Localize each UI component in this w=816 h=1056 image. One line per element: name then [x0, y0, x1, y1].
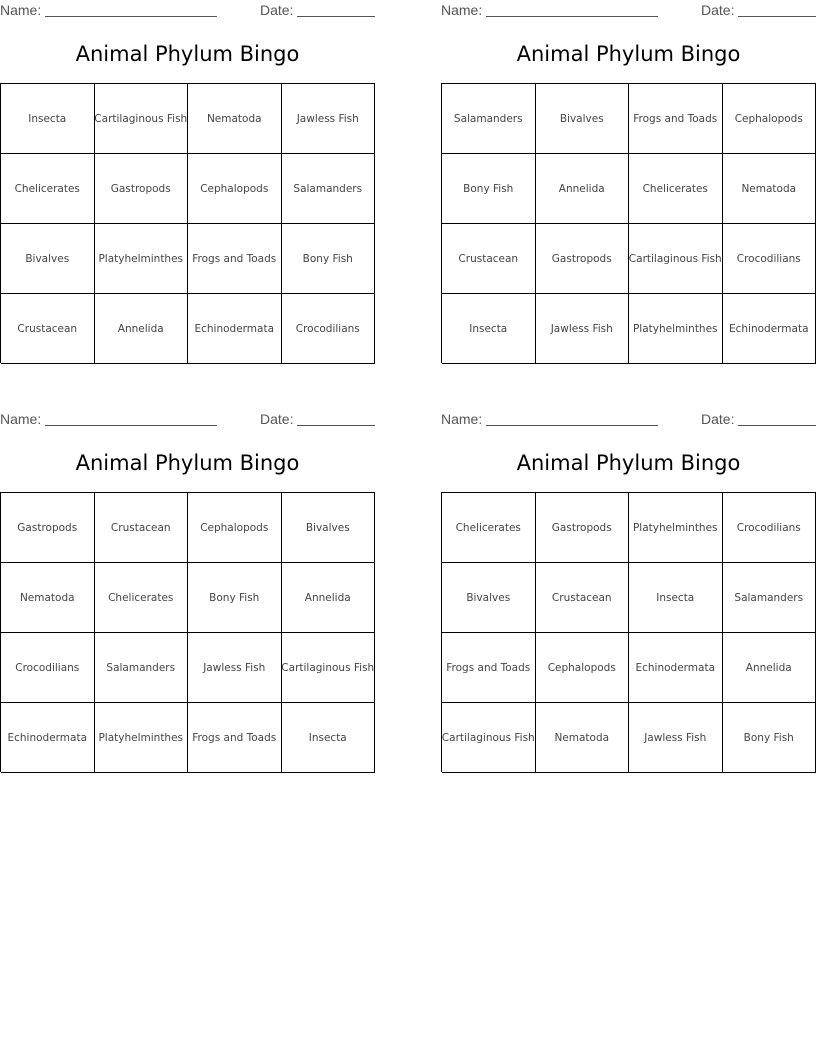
bingo-cell: Frogs and Toads: [188, 703, 282, 773]
bingo-cell: Annelida: [723, 633, 816, 703]
bingo-grid: [441, 83, 816, 363]
bingo-cell: Bony Fish: [188, 563, 282, 633]
bingo-cell: Annelida: [282, 563, 376, 633]
bingo-cell: Nematoda: [1, 563, 95, 633]
bingo-cell: Cartilaginous Fish: [629, 224, 723, 294]
bingo-cell: Nematoda: [188, 84, 282, 154]
bingo-cell: Bony Fish: [282, 224, 376, 294]
name-label: Name:: [441, 411, 483, 427]
bingo-cell: Echinodermata: [723, 294, 816, 364]
bingo-cell: Cephalopods: [536, 633, 630, 703]
card-header: [441, 2, 816, 20]
date-field-line: [297, 425, 375, 426]
bingo-cell: Frogs and Toads: [188, 224, 282, 294]
card-title: Animal Phylum Bingo: [75, 451, 300, 475]
bingo-cell: Gastropods: [1, 493, 95, 563]
bingo-cell: Annelida: [536, 154, 630, 224]
bingo-grid: [0, 492, 375, 772]
name-field-line: [486, 16, 658, 17]
bingo-cell: Chelicerates: [629, 154, 723, 224]
bingo-card-4: [441, 409, 816, 774]
bingo-cell: Cephalopods: [188, 154, 282, 224]
bingo-cell: Cartilaginous Fish: [95, 84, 189, 154]
date-field-line: [297, 16, 375, 17]
bingo-cell: Insecta: [629, 563, 723, 633]
bingo-cell: Crustacean: [95, 493, 189, 563]
bingo-cell: Gastropods: [95, 154, 189, 224]
card-header: [0, 411, 375, 429]
card-title: Animal Phylum Bingo: [75, 42, 300, 66]
name-field-line: [45, 425, 217, 426]
date-label: Date:: [260, 411, 294, 427]
card-title: Animal Phylum Bingo: [516, 451, 741, 475]
bingo-cell: Crustacean: [1, 294, 95, 364]
bingo-cell: Jawless Fish: [282, 84, 376, 154]
bingo-cell: Chelicerates: [1, 154, 95, 224]
bingo-cell: Cephalopods: [723, 84, 816, 154]
bingo-cell: Bivalves: [442, 563, 536, 633]
bingo-cell: Crocodilians: [723, 493, 816, 563]
bingo-card-3: [0, 409, 375, 774]
bingo-cell: Echinodermata: [188, 294, 282, 364]
bingo-cell: Jawless Fish: [188, 633, 282, 703]
bingo-cell: Platyhelminthes: [95, 703, 189, 773]
bingo-cell: Frogs and Toads: [629, 84, 723, 154]
bingo-cell: Insecta: [282, 703, 376, 773]
bingo-cell: Annelida: [95, 294, 189, 364]
bingo-card-2: [441, 0, 816, 365]
name-label: Name:: [0, 411, 42, 427]
bingo-cell: Gastropods: [536, 224, 630, 294]
bingo-cell: Bony Fish: [723, 703, 816, 773]
bingo-cell: Salamanders: [95, 633, 189, 703]
bingo-cell: Crustacean: [536, 563, 630, 633]
name-label: Name:: [0, 2, 42, 18]
bingo-cell: Crocodilians: [723, 224, 816, 294]
bingo-cell: Bivalves: [282, 493, 376, 563]
bingo-cell: Salamanders: [723, 563, 816, 633]
date-field-line: [738, 425, 816, 426]
bingo-cell: Crocodilians: [1, 633, 95, 703]
name-field-line: [486, 425, 658, 426]
bingo-cell: Salamanders: [282, 154, 376, 224]
bingo-cell: Salamanders: [442, 84, 536, 154]
bingo-cell: Crustacean: [442, 224, 536, 294]
date-label: Date:: [701, 2, 735, 18]
bingo-cell: Bivalves: [536, 84, 630, 154]
bingo-grid: [441, 492, 816, 772]
bingo-cell: Platyhelminthes: [95, 224, 189, 294]
card-title: Animal Phylum Bingo: [516, 42, 741, 66]
bingo-cell: Frogs and Toads: [442, 633, 536, 703]
date-label: Date:: [701, 411, 735, 427]
date-label: Date:: [260, 2, 294, 18]
bingo-cell: Insecta: [1, 84, 95, 154]
bingo-cell: Cartilaginous Fish: [282, 633, 376, 703]
bingo-cell: Insecta: [442, 294, 536, 364]
bingo-cell: Nematoda: [723, 154, 816, 224]
bingo-grid: [0, 83, 375, 363]
bingo-cell: Jawless Fish: [629, 703, 723, 773]
card-header: [0, 2, 375, 20]
bingo-cell: Platyhelminthes: [629, 493, 723, 563]
bingo-cell: Chelicerates: [95, 563, 189, 633]
bingo-cell: Chelicerates: [442, 493, 536, 563]
card-header: [441, 411, 816, 429]
bingo-cell: Cartilaginous Fish: [442, 703, 536, 773]
name-label: Name:: [441, 2, 483, 18]
bingo-card-1: [0, 0, 375, 365]
bingo-cell: Echinodermata: [1, 703, 95, 773]
bingo-cell: Platyhelminthes: [629, 294, 723, 364]
bingo-cell: Crocodilians: [282, 294, 376, 364]
bingo-cell: Gastropods: [536, 493, 630, 563]
date-field-line: [738, 16, 816, 17]
bingo-cell: Bony Fish: [442, 154, 536, 224]
bingo-cell: Cephalopods: [188, 493, 282, 563]
name-field-line: [45, 16, 217, 17]
bingo-cell: Bivalves: [1, 224, 95, 294]
bingo-cell: Echinodermata: [629, 633, 723, 703]
bingo-cell: Jawless Fish: [536, 294, 630, 364]
bingo-cell: Nematoda: [536, 703, 630, 773]
